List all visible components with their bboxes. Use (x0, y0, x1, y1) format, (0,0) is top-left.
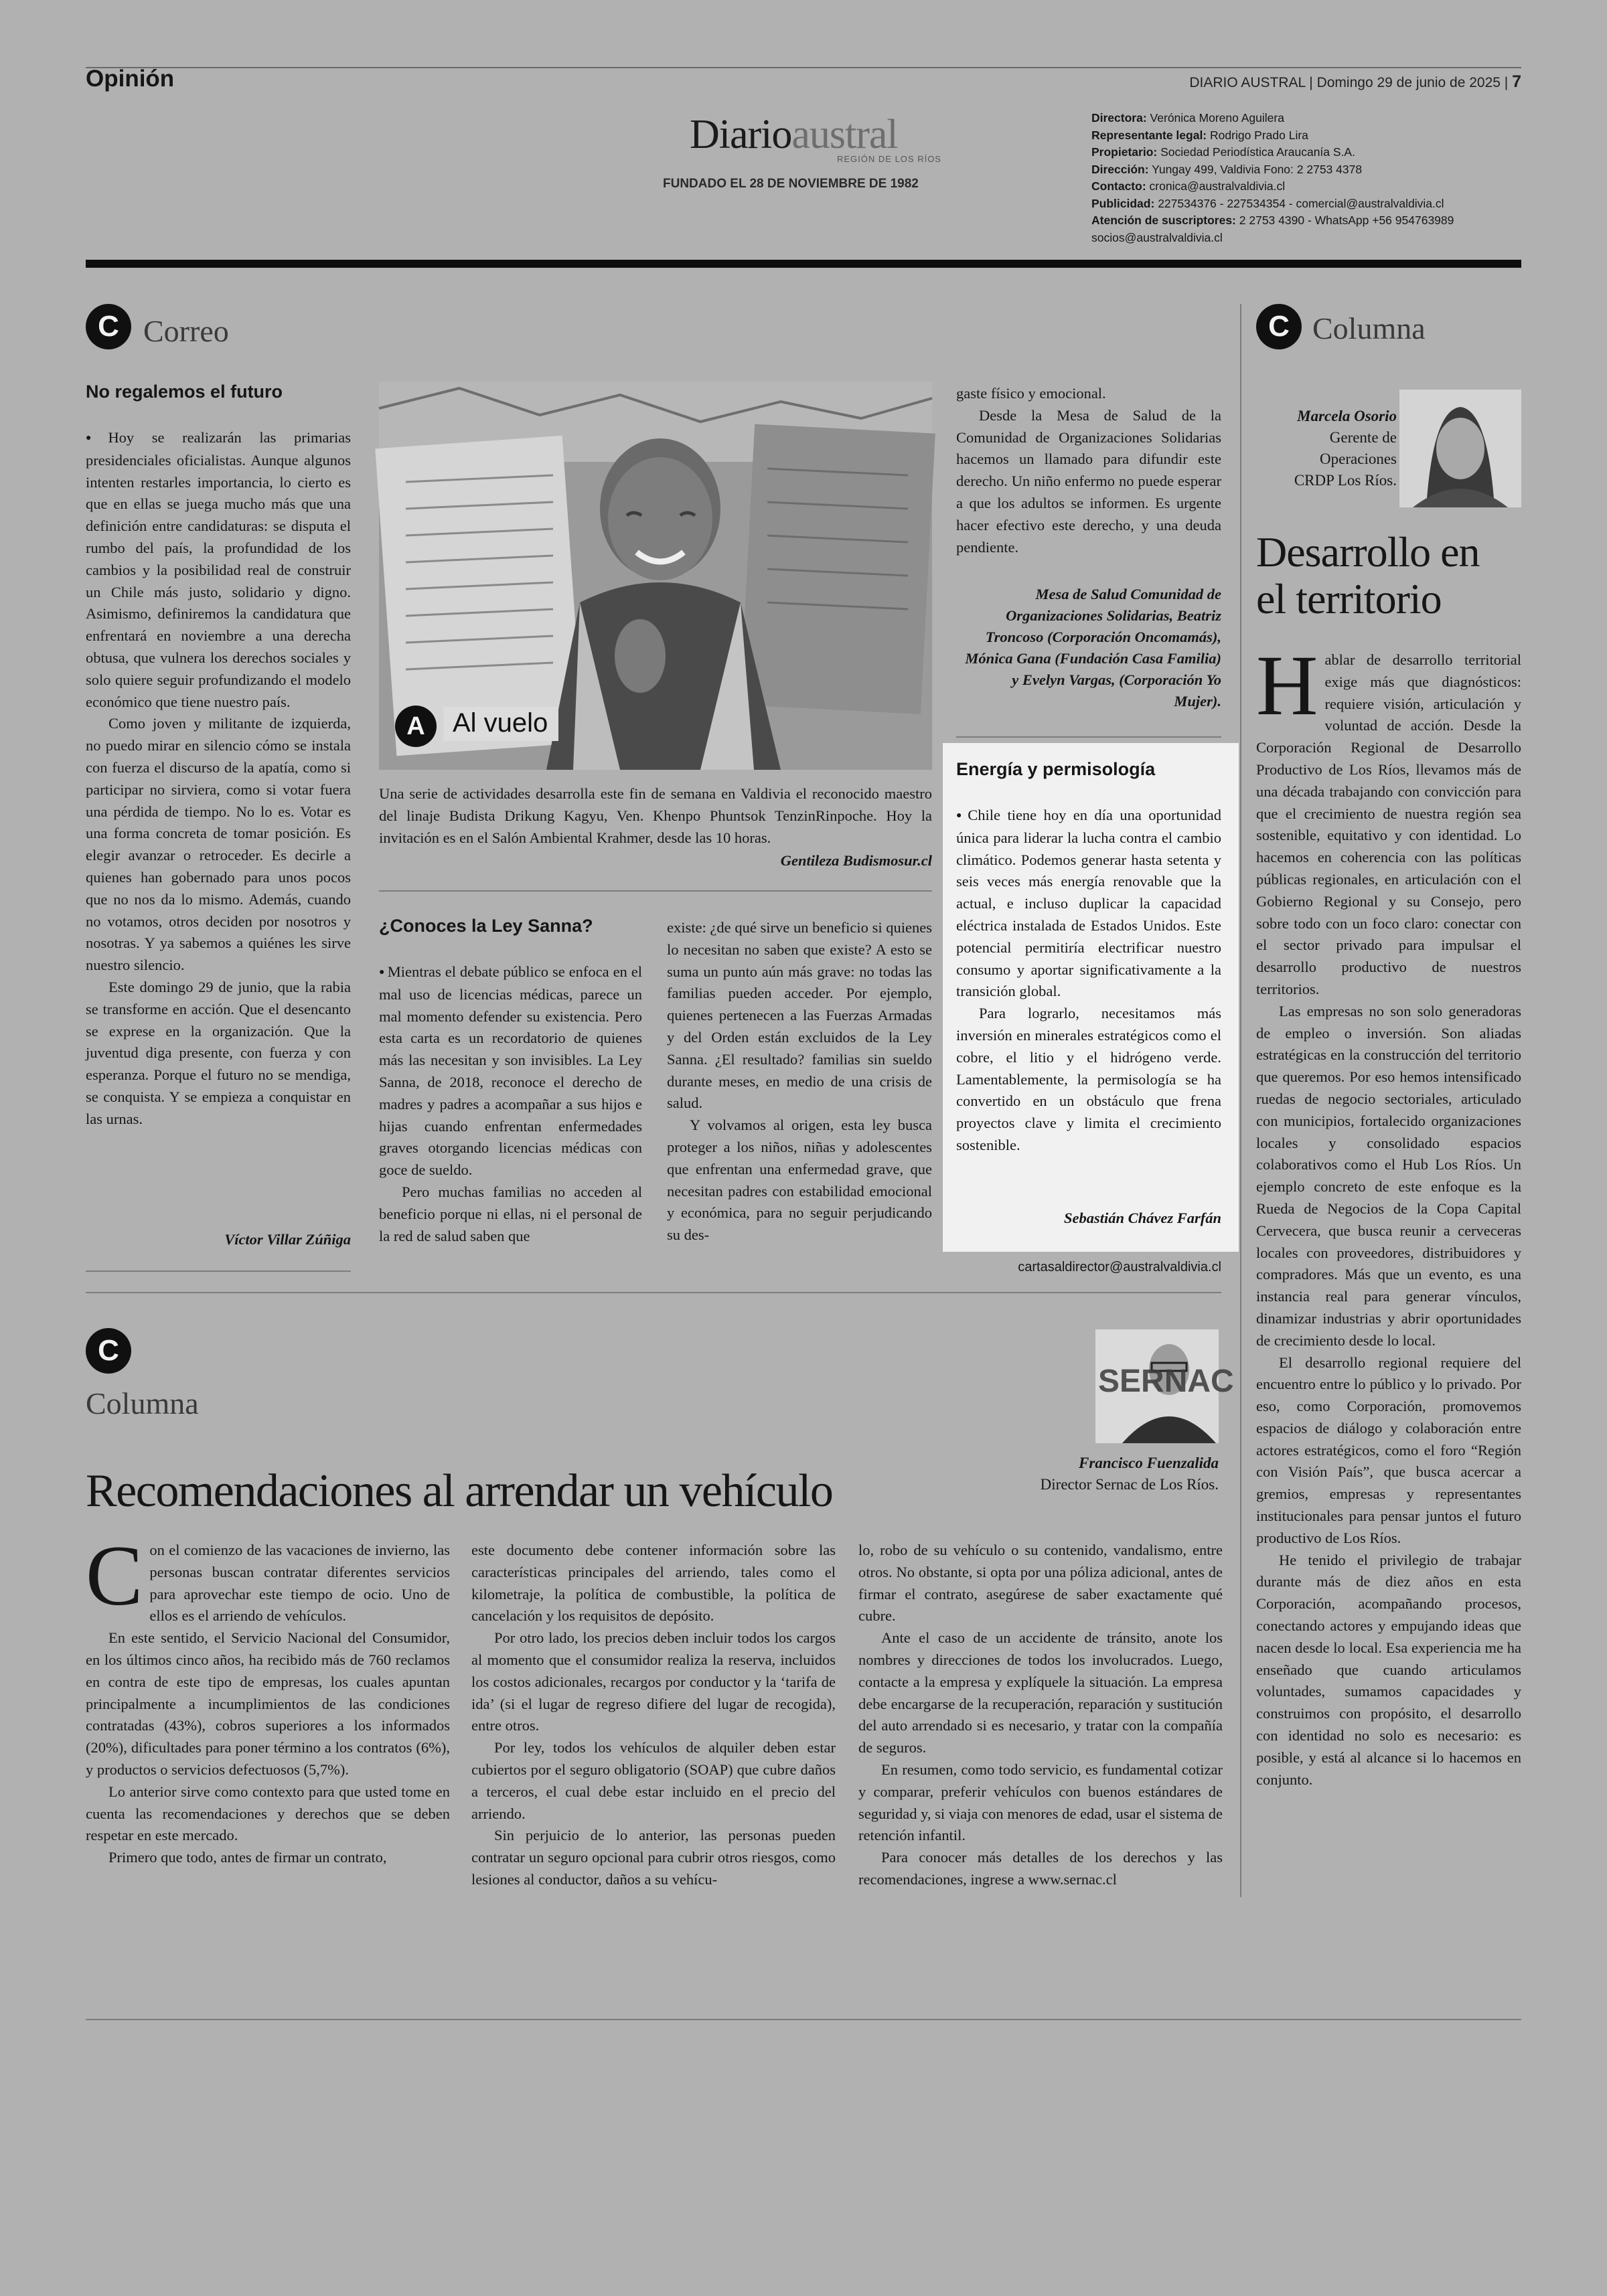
columna-bottom-paragraph: Ante el caso de un accidente de tránsito, anote los nombres y direcciones de todos los involucrados. Luego, contacte a la empresa y explíquele la situación. La empresa debe encargarse de la recuperación, reparación y sustitución del auto arrendado si es necesario, y tratar con la compañía de seguros. (858, 1629, 1223, 1756)
columna-right-paragraph (1256, 638, 1521, 1001)
masthead-info (1091, 110, 1533, 246)
masthead-value: 227534376 - 227534354 - comercial@australvaldivia.cl (1158, 196, 1444, 210)
masthead-row (1091, 144, 1533, 161)
author-role-line: Operaciones (1320, 450, 1397, 467)
masthead-value: Rodrigo Prado Lira (1210, 128, 1308, 142)
masthead-row (1091, 110, 1533, 127)
logo-accent: austral (791, 112, 898, 157)
masthead-row (1091, 230, 1533, 247)
section-label: Opinión (86, 66, 175, 92)
masthead-row (1091, 127, 1533, 145)
folio-separator-2: | (1504, 75, 1513, 90)
sernac-logo: SERNAC (1098, 1364, 1234, 1399)
al-vuelo-badge: A (395, 706, 437, 747)
column-divider (1240, 304, 1241, 1897)
masthead-row (1091, 161, 1533, 179)
letter1-paragraph: Este domingo 29 de junio, que la rabia se transforme en acción. Que el desencanto se exprese en la organización. Que la juventud diga presente, con fuerza y con esperanza. Porque el futuro no se mendiga, se conquista. Y se empieza a conquistar en las urnas. (86, 978, 351, 1127)
photo-caption: Una serie de actividades desarrolla este fin de semana en Valdivia el reconocido maestro del linaje Budista Drikung Kagyu, Ven. Khenpo Phuntsok TenzinRinpoche. Hoy la invitación es en el Salón Ambiental Krahmer, desde las 10 horas. (379, 785, 932, 846)
masthead-label: Propietario: (1091, 145, 1158, 159)
dropcap: C (86, 1528, 143, 1623)
masthead-value: Yungay 499, Valdivia Fono: 2 2753 4378 (1152, 162, 1363, 176)
masthead-value: Verónica Moreno Aguilera (1150, 111, 1284, 125)
letter2-signature: Mesa de Salud Comunidad de Organizaciones Solidarias, Beatriz Troncoso (Corporación Oncomamás), Mónica Gana (Fundación Casa Familia) y Evelyn Vargas, (Corporación Yo Mujer). (965, 586, 1221, 710)
columna-bottom-label: Columna (86, 1386, 199, 1420)
columna-bottom-title: Recomendaciones al arrendar un vehículo (86, 1465, 833, 1517)
columna-bottom-author (951, 1453, 1219, 1495)
columna-bottom-col1 (86, 1528, 450, 1869)
masthead-value: 2 2753 4390 - WhatsApp +56 954763989 (1239, 214, 1454, 227)
author-name: Francisco Fuenzalida (1079, 1455, 1219, 1471)
author-role-line: CRDP Los Ríos. (1294, 472, 1397, 489)
letter1-paragraph: Como joven y militante de izquierda, no puedo mirar en silencio cómo se instala con fuerza el discurso de la apatía, como si participar no sirviera, como si votar fuera una pérdida de tiempo. No lo es. Votar es una forma concreta de tomar posición. Es elegir avanzar o retroceder. Es decirle a quienes han gobernado para unos pocos que no nos da lo mismo. Además, cuando no votamos, otros deciden por nosotros y nosotras. Y ya sabemos a quiénes les sirve nuestro silencio. (86, 715, 351, 974)
masthead-value: socios@australvaldivia.cl (1091, 230, 1223, 244)
logo-region: REGIÓN DE LOS RÍOS (837, 154, 941, 164)
paper-name: DIARIO AUSTRAL (1189, 75, 1306, 90)
author-role: Director Sernac de Los Ríos. (1040, 1476, 1219, 1493)
author-role-line: Gerente de (1329, 429, 1397, 446)
columna-bottom-paragraph: Sin perjuicio de lo anterior, las personas pueden contratar un seguro opcional para cubrir otros riesgos, como lesiones al conductor, daños a su vehícu- (471, 1827, 836, 1888)
columna-right-body (1256, 638, 1521, 1791)
columna-bottom-paragraph: Por otro lado, los precios deben incluir todos los cargos al momento que el consumidor realiza la reserva, incluidos los costos adicionales, recargos por conductor y la ‘tarifa de ida’ (si el lugar de regreso difiere del lugar de recogida), entre otros. (471, 1629, 836, 1734)
columna-bottom-paragraph: este documento debe contener información sobre las características principales del arriendo, tales como el kilometraje, la política de combustible, la política de cancelación y los requisitos de depósito. (471, 1542, 836, 1625)
masthead-label: Contacto: (1091, 179, 1146, 193)
columna-right-label: Columna (1312, 311, 1426, 345)
columna-bottom-paragraph: Lo anterior sirve como contexto para que usted tome en cuenta las recomendaciones y derechos que se deben respetar en este mercado. (86, 1783, 450, 1844)
section-divider (86, 1292, 1221, 1293)
masthead-value: Sociedad Periodística Araucanía S.A. (1160, 145, 1355, 159)
masthead-row (1091, 212, 1533, 230)
masthead-label: Atención de suscriptores: (1091, 214, 1236, 227)
photo-credit: Gentileza Budismosur.cl (780, 852, 932, 869)
columna-bottom-badge: C (86, 1328, 131, 1374)
letter2-paragraph: existe: ¿de qué sirve un beneficio si quienes lo necesitan no saben que existe? A esto se suma un punto aún más grave: no todas las familias pueden acceder. Por ejemplo, quienes pertenecen a las Fuerzas Armadas y del Orden están excluidos de la Ley Sanna. ¿El resultado? familias sin sueldo durante meses, en medio de una crisis de salud. (667, 919, 932, 1112)
masthead-label: Publicidad: (1091, 196, 1155, 210)
columna-right-title (1256, 529, 1480, 623)
columna-bottom-paragraph: En resumen, como todo servicio, es fundamental cotizar y comparar, preferir vehículos con buenos estándares de seguridad y, si viaja con menores de edad, usar el sistema de retención infantil. (858, 1760, 1223, 1844)
letter1-signature: Víctor Villar Zúñiga (224, 1231, 351, 1248)
columna-bottom-paragraph: Por ley, todos los vehículos de alquiler deben estar cubiertos por el seguro obligatorio (SOAP) que cubre daños a terceros, el cual debe estar incluido en el precio del arriendo. (471, 1739, 836, 1822)
columna-right-paragraph: Las empresas no son solo generadoras de empleo o inversión. Son aliadas estratégicas en la construcción del territorio que queremos. Por eso hemos intensificado ruedas de negocio sectoriales, articulado con municipios, fortalecido organizaciones locales y consolidado espacios colaborativos como el Hub Los Ríos. Un ejemplo concreto de este enfoque es la Rueda de Negocios de la Copa Capital Cervecera, que busca reunir a cerveceras locales con proveedores, distribuidores y compradores. Más que un evento, es una instancia real para generar vínculos, dinamizar industrias y abrir oportunidades de crecimiento desde lo local. (1256, 1002, 1521, 1349)
columna-bottom-col3 (858, 1540, 1223, 1891)
letter3-title: Energía y permisología (956, 759, 1156, 779)
letter2-paragraph: Pero muchas familias no acceden al beneficio porque ni ellas, ni el personal de la red de salud saben que (379, 1183, 642, 1244)
letter1-paragraph: ● Hoy se realizarán las primarias presidenciales oficialistas. Aunque algunos intenten restarles importancia, lo cierto es que en ellas se juega mucho más que una definición entre candidaturas: se disputa el rumbo del país, la profundidad de los cambios y la posibilidad real de construir un Chile más justo, solidario y digno. Asimismo, definiremos la candidatura que enfrentará en noviembre a una derecha obtusa, que vulnera los derechos sociales y solo quiere seguir profundizando el modelo económico que tiene nuestro país. (86, 427, 351, 713)
masthead-value: cronica@australvaldivia.cl (1149, 179, 1286, 193)
columna-right-paragraph-text: ablar de desarrollo territorial exige más que diagnósticos: requiere visión, articulación y voluntad de acción. Desde la Corporación Regional de Desarrollo Productivo de Los Ríos, llevamos más de una década trabajando con convicción para que el crecimiento de nuestra región sea sostenible, equitativo y con identidad. Lo hacemos en coherencia con las políticas públicas regionales, en articulación con el Gobierno Regional y su Consejo, pero sobre todo con un foco claro: conectar con el sector privado para impulsar el desarrollo productivo de nuestros territorios. (1256, 651, 1521, 997)
letters-email: cartasaldirector@australvaldivia.cl (1018, 1260, 1221, 1275)
page-folio (1189, 72, 1521, 92)
columna-bottom-paragraph (86, 1528, 450, 1627)
columna-right-badge: C (1256, 304, 1302, 349)
correo-label: Correo (143, 314, 229, 348)
letter2-paragraph: ● Mientras el debate público se enfoca en el mal uso de licencias médicas, parece un mal momento defender su existencia. Pero esta carta es un recordatorio de quienes más las necesitan y son invisibles. La Ley Sanna, de 2018, reconoce el derecho de madres y padres a acompañar a sus hijos e hijas cuando enfrentan enfermedades graves otorgando licencias médicas con goce de sueldo. (379, 961, 642, 1181)
letter2-paragraph: gaste físico y emocional. (956, 385, 1106, 402)
author-photo-marcela (1399, 390, 1521, 507)
columna-bottom-paragraph: Primero que todo, antes de firmar un contrato, (108, 1849, 387, 1866)
title-line: Desarrollo en (1256, 528, 1480, 576)
newspaper-logo (690, 111, 898, 159)
avatar-illustration (1399, 390, 1521, 507)
title-line: el territorio (1256, 575, 1442, 623)
header-thick-rule (86, 260, 1521, 268)
top-thin-rule (86, 67, 1521, 68)
letter3-body (956, 805, 1221, 1157)
photo-bottom-rule (379, 890, 932, 892)
columna-right-author (1256, 406, 1397, 491)
letter3-signature: Sebastián Chávez Farfán (1063, 1210, 1221, 1226)
letter2-col3 (956, 383, 1221, 558)
masthead-label: Representante legal: (1091, 128, 1207, 142)
letter2-bottom-rule (956, 736, 1221, 738)
masthead-label: Directora: (1091, 111, 1147, 125)
letter3-paragraph: Para lograrlo, necesitamos más inversión en minerales estratégicos como el cobre, el litio y el hidrógeno verde. Lamentablemente, la permisología se ha convertido en un obstáculo que frena proyectos clave y limita el crecimiento sostenible. (956, 1005, 1221, 1153)
author-name: Marcela Osorio (1297, 408, 1397, 424)
columna-bottom-paragraph: lo, robo de su vehículo o su contenido, vandalismo, entre otros. No obstante, si opta por una póliza adicional, antes de firmar el contrato, asegúrese de saber exactamente qué cubre. (858, 1542, 1223, 1625)
columna-bottom-paragraph: En este sentido, el Servicio Nacional del Consumidor, en los últimos cinco años, ha recibido más de 760 reclamos en contra de este tipo de empresas, los cuales apuntan principalmente a incumplimientos de las condiciones contratadas (43%), cobros superiores a los informados (20%), dificultades para poner término a los contratos (6%), y productos o servicios defectuosos (5,7%). (86, 1629, 450, 1778)
issue-date: Domingo 29 de junio de 2025 (1316, 75, 1501, 90)
letter2-col1 (379, 961, 642, 1247)
al-vuelo-label: Al vuelo (443, 707, 558, 741)
founded-line: FUNDADO EL 28 DE NOVIEMBRE DE 1982 (663, 177, 919, 191)
columna-right-paragraph: El desarrollo regional requiere del encuentro entre lo público y lo privado. Por eso, como Corporación, promovemos espacios de diálogo y colaboración entre actores estratégicos, como el foro “Región con Visión País”, que busca acercar a gremios, empresas y representantes institucionales para pensar juntos el futuro productivo de Los Ríos. (1256, 1354, 1521, 1546)
letter2-title: ¿Conoces la Ley Sanna? (379, 916, 593, 936)
letter1-title: No regalemos el futuro (86, 382, 283, 402)
letter1-body (86, 427, 351, 1131)
page-bottom-rule (86, 2019, 1521, 2020)
columna-bottom-col2 (471, 1540, 836, 1891)
masthead-label: Dirección: (1091, 162, 1149, 176)
logo-main: Diario (690, 112, 792, 157)
letter2-col2 (667, 917, 932, 1246)
folio-separator: | (1309, 75, 1317, 90)
correo-badge: C (86, 304, 131, 349)
masthead-row (1091, 195, 1533, 213)
page-number: 7 (1512, 72, 1521, 91)
dropcap: H (1256, 638, 1318, 733)
columna-right-paragraph: He tenido el privilegio de trabajar durante más de diez años en esta Corporación, acompañando procesos, conectando actores y empujando ideas que nacen desde lo local. Esa experiencia me ha enseñado que cuando articulamos voluntades, sumamos capacidades y construimos con propósito, el desarrollo con identidad no solo es necesario: es posible, y está al alcance si lo hacemos en conjunto. (1256, 1551, 1521, 1788)
letter2-paragraph: Y volvamos al origen, esta ley busca proteger a los niños, niñas y adolescentes que enfrentan una enfermedad grave, que necesitan padres con estabilidad emocional y económica, para no seguir perjudicando su des- (667, 1117, 932, 1244)
letter1-bottom-rule (86, 1270, 351, 1272)
columna-bottom-paragraph-text: on el comienzo de las vacaciones de invierno, las personas buscan contratar diferentes servicios para aprovechar este tiempo de ocio. Uno de ellos es el arriendo de vehículos. (149, 1542, 450, 1625)
masthead-row (1091, 178, 1533, 195)
columna-bottom-paragraph: Para conocer más detalles de los derechos y las recomendaciones, ingrese a www.sernac.cl (858, 1849, 1223, 1888)
letter2-paragraph: Desde la Mesa de Salud de la Comunidad de Organizaciones Solidarias hacemos un llamado para difundir este derecho. Un niño enfermo no puede esperar a que los adultos se informen. Es urgente hacer efectivo este derecho, y una deuda pendiente. (956, 406, 1221, 556)
letter3-paragraph: ● Chile tiene hoy en día una oportunidad única para liderar la lucha contra el cambio climático. Podemos generar hasta setenta y seis veces más energía renovable que la actual, e incluso duplicar la capacidad eléctrica instalada de Estados Unidos. Este potencial permitiría electrificar nuestro consumo y aportar significativamente a la transición global. (956, 805, 1221, 1003)
